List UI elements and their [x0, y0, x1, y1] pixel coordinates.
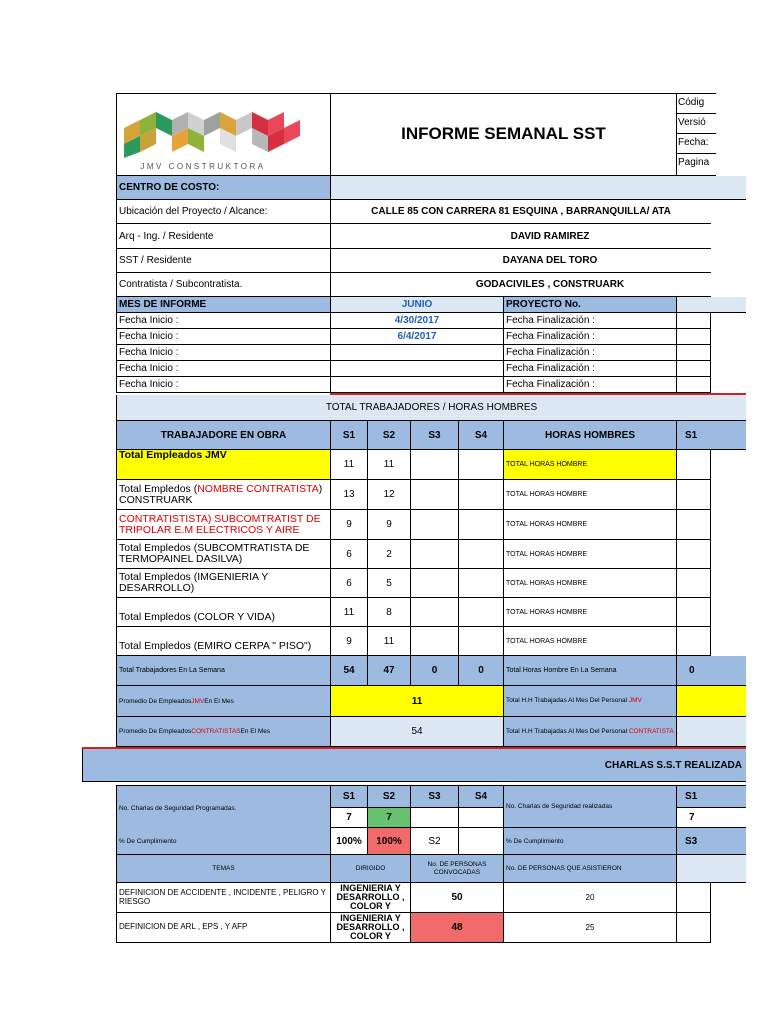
- worker-hh-label: TOTAL HORAS HOMBRE: [504, 598, 677, 627]
- worker-row-name: CONTRATISTISTA) SUBCOMTRATIST DE TRIPOLAR E.M ELECTRICOS Y AIRE: [116, 510, 331, 540]
- worker-s1: 13: [331, 480, 368, 510]
- worker-hh-label: TOTAL HORAS HOMBRE: [504, 569, 677, 598]
- fecha-inicio-value: [331, 377, 504, 393]
- charla-extra: [677, 913, 711, 943]
- worker-s1: 9: [331, 627, 368, 656]
- cumplimiento-right-value: S3: [677, 828, 746, 855]
- cumplimiento-s4: [459, 828, 504, 855]
- worker-hh-label: TOTAL HORAS HOMBRE: [504, 540, 677, 569]
- fecha-inicio-label: Fecha Inicio :: [117, 329, 331, 345]
- fecha-inicio-label: Fecha Inicio :: [117, 361, 331, 377]
- charlas-week-s1: S1: [331, 785, 368, 808]
- fecha-fin-label: Fecha Finalización :: [504, 361, 677, 377]
- fecha-inicio-value: [331, 361, 504, 377]
- worker-hh-value: [677, 598, 711, 627]
- fecha-fin-label: Fecha Finalización :: [504, 377, 677, 393]
- proyecto-value: [677, 297, 746, 313]
- worker-row-name: Total Empledos (SUBCOMTRATISTA DE TERMOPAINEL DASILVA): [116, 540, 331, 569]
- fecha-fin-label: Fecha Finalización :: [504, 345, 677, 361]
- ubicacion-value: CALLE 85 CON CARRERA 81 ESQUINA , BARRANQUILLA/ ATA: [331, 200, 711, 224]
- worker-row-name: Total Empleados JMV: [116, 450, 331, 480]
- arq-value: DAVID RAMIREZ: [331, 224, 711, 249]
- workers-section-title: TOTAL TRABAJADORES / HORAS HOMBRES: [116, 395, 746, 421]
- mes-label: MES DE INFORME: [117, 297, 331, 313]
- fecha-fin-label: Fecha Finalización :: [504, 329, 677, 345]
- worker-row-name: Total Empledos (EMIRO CERPA " PISO"): [116, 627, 331, 656]
- centro-costo-value: [331, 176, 746, 200]
- hh-contratista-label: Total H.H Trabajadas Al Mes Del Personal CONTRATISTA: [504, 717, 677, 747]
- proyecto-label: PROYECTO No.: [504, 297, 677, 313]
- worker-s4: [459, 450, 504, 480]
- logo-mark-icon: [118, 100, 328, 160]
- worker-hh-value: [677, 569, 711, 598]
- worker-s2: 12: [368, 480, 411, 510]
- realizadas-week: S1: [677, 785, 746, 808]
- promedio-jmv-value: 11: [331, 686, 504, 717]
- programadas-s2: 7: [368, 808, 411, 828]
- hh-week-header: S1: [677, 421, 746, 450]
- programadas-s4: [459, 808, 504, 828]
- charla-tema: DEFINICION DE ACCIDENTE , INCIDENTE , PELIGRO Y RIESGO: [116, 883, 331, 913]
- fecha-fin-value: [677, 313, 711, 329]
- pagina-label: Pagina: [678, 157, 710, 168]
- company-logo: [118, 100, 328, 174]
- worker-s3: [411, 480, 459, 510]
- worker-s3: [411, 450, 459, 480]
- charla-dirigido: INGENIERIA Y DESARROLLO , COLOR Y: [331, 883, 411, 913]
- worker-hh-label: TOTAL HORAS HOMBRE: [504, 450, 677, 480]
- programadas-s3: [411, 808, 459, 828]
- worker-s4: [459, 510, 504, 540]
- total-trabajadores-label: Total Trabajadores En La Semana: [116, 656, 331, 686]
- ubicacion-label: Ubicación del Proyecto / Alcance:: [117, 200, 331, 224]
- charlas-week-s4: S4: [459, 785, 504, 808]
- total-hh-value: 0: [677, 656, 746, 686]
- cumplimiento-s2: 100%: [368, 828, 411, 855]
- charlas-section-title: CHARLAS S.S.T REALIZADA: [82, 749, 746, 782]
- total-s4: 0: [459, 656, 504, 686]
- promedio-contratistas-label: Promedio De Empleados CONTRATISTAS En El Mes: [116, 717, 331, 747]
- charlas-week-s2: S2: [368, 785, 411, 808]
- fecha-inicio-value: 6/4/2017: [331, 329, 504, 345]
- charla-tema: DEFINICION DE ARL , EPS , Y AFP: [116, 913, 331, 943]
- worker-s3: [411, 598, 459, 627]
- programadas-label: No. Charlas de Seguridad Programadas.: [116, 785, 331, 832]
- charla-convocadas: 50: [411, 883, 504, 913]
- version-label: Versió: [678, 117, 706, 128]
- programadas-s1: 7: [331, 808, 368, 828]
- charla-dirigido: INGENIERIA Y DESARROLLO , COLOR Y: [331, 913, 411, 943]
- worker-s1: 6: [331, 569, 368, 598]
- report-title: INFORME SEMANAL SST: [401, 124, 606, 143]
- worker-s2: 5: [368, 569, 411, 598]
- fecha-fin-value: [677, 377, 711, 393]
- worker-s3: [411, 540, 459, 569]
- mes-value: JUNIO: [331, 297, 504, 313]
- cumplimiento-label: % De Cumplimiento: [116, 828, 331, 855]
- fecha-fin-value: [677, 345, 711, 361]
- cumplimiento-s1: 100%: [331, 828, 368, 855]
- charla-asistieron: 25: [504, 913, 677, 943]
- fecha-fin-value: [677, 361, 711, 377]
- asistieron-extra-header: [677, 855, 746, 883]
- worker-s3: [411, 510, 459, 540]
- centro-costo-label: CENTRO DE COSTO:: [117, 176, 331, 200]
- worker-s2: 9: [368, 510, 411, 540]
- worker-s2: 8: [368, 598, 411, 627]
- worker-s4: [459, 598, 504, 627]
- charla-asistieron: 20: [504, 883, 677, 913]
- contratista-value: GODACIVILES , CONSTRUARK: [331, 273, 711, 297]
- worker-s1: 6: [331, 540, 368, 569]
- worker-row-name: Total Empledos (IMGENIERIA Y DESARROLLO): [116, 569, 331, 598]
- worker-hh-value: [677, 450, 711, 480]
- worker-hh-label: TOTAL HORAS HOMBRE: [504, 480, 677, 510]
- fecha-inicio-label: Fecha Inicio :: [117, 377, 331, 393]
- horas-hombres-header: HORAS HOMBRES: [504, 421, 677, 450]
- fecha-fin-value: [677, 329, 711, 345]
- total-s2: 47: [368, 656, 411, 686]
- cumplimiento-s3: S2: [411, 828, 459, 855]
- convocadas-header: No. DE PERSONAS CONVOCADAS: [411, 855, 504, 883]
- fecha-inicio-label: Fecha Inicio :: [117, 313, 331, 329]
- week-header-s4: S4: [459, 421, 504, 450]
- charlas-week-s3: S3: [411, 785, 459, 808]
- fecha-inicio-label: Fecha Inicio :: [117, 345, 331, 361]
- worker-s2: 2: [368, 540, 411, 569]
- total-s3: 0: [411, 656, 459, 686]
- sst-label: SST / Residente: [117, 249, 331, 273]
- trabajadores-header: TRABAJADORE EN OBRA: [116, 421, 331, 450]
- hh-jmv-label: Total H.H Trabajadas Al Mes Del Personal JMV: [504, 686, 677, 717]
- worker-hh-value: [677, 480, 711, 510]
- worker-s2: 11: [368, 450, 411, 480]
- worker-s2: 11: [368, 627, 411, 656]
- week-header-s2: S2: [368, 421, 411, 450]
- dirigido-header: DIRIGIDO: [331, 855, 411, 883]
- hh-contratista-value: [677, 717, 746, 747]
- week-header-s1: S1: [331, 421, 368, 450]
- worker-s4: [459, 540, 504, 569]
- promedio-jmv-label: Promedio De Empleados JMV En El Mes: [116, 686, 331, 717]
- fecha-label: Fecha:: [678, 137, 709, 148]
- sst-value: DAYANA DEL TORO: [331, 249, 711, 273]
- worker-hh-label: TOTAL HORAS HOMBRE: [504, 627, 677, 656]
- temas-header: TEMAS: [116, 855, 331, 883]
- worker-hh-value: [677, 540, 711, 569]
- fecha-inicio-value: [331, 345, 504, 361]
- fecha-fin-label: Fecha Finalización :: [504, 313, 677, 329]
- worker-s4: [459, 627, 504, 656]
- hh-jmv-value: [677, 686, 746, 717]
- worker-s1: 11: [331, 450, 368, 480]
- week-header-s3: S3: [411, 421, 459, 450]
- realizadas-value: 7: [677, 808, 746, 828]
- cumplimiento-right-label: % De Cumplimiento: [504, 828, 677, 855]
- worker-hh-label: TOTAL HORAS HOMBRE: [504, 510, 677, 540]
- worker-hh-value: [677, 627, 711, 656]
- asistieron-header: No. DE PERSONAS QUE ASISTIERON: [504, 855, 677, 883]
- worker-s3: [411, 627, 459, 656]
- logo-text: JMV CONSTRUKTORA: [140, 162, 266, 171]
- arq-label: Arq - Ing. / Residente: [117, 224, 331, 249]
- worker-hh-value: [677, 510, 711, 540]
- total-hh-label: Total Horas Hombre En La Semana: [504, 656, 677, 686]
- promedio-contratistas-value: 54: [331, 717, 504, 747]
- worker-row-name: Total Empledos (COLOR Y VIDA): [116, 598, 331, 627]
- charla-extra: [677, 883, 711, 913]
- total-s1: 54: [331, 656, 368, 686]
- charla-convocadas: 48: [411, 913, 504, 943]
- worker-row-name: Total Empledos (NOMBRE CONTRATISTA) CONSTRUARK: [116, 480, 331, 510]
- worker-s4: [459, 569, 504, 598]
- fecha-inicio-value: 4/30/2017: [331, 313, 504, 329]
- contratista-label: Contratista / Subcontratista.: [117, 273, 331, 297]
- codigo-label: Códig: [678, 97, 705, 108]
- worker-s1: 11: [331, 598, 368, 627]
- realizadas-label: No. Charlas de Seguridad realizadas: [504, 785, 677, 828]
- worker-s3: [411, 569, 459, 598]
- worker-s4: [459, 480, 504, 510]
- worker-s1: 9: [331, 510, 368, 540]
